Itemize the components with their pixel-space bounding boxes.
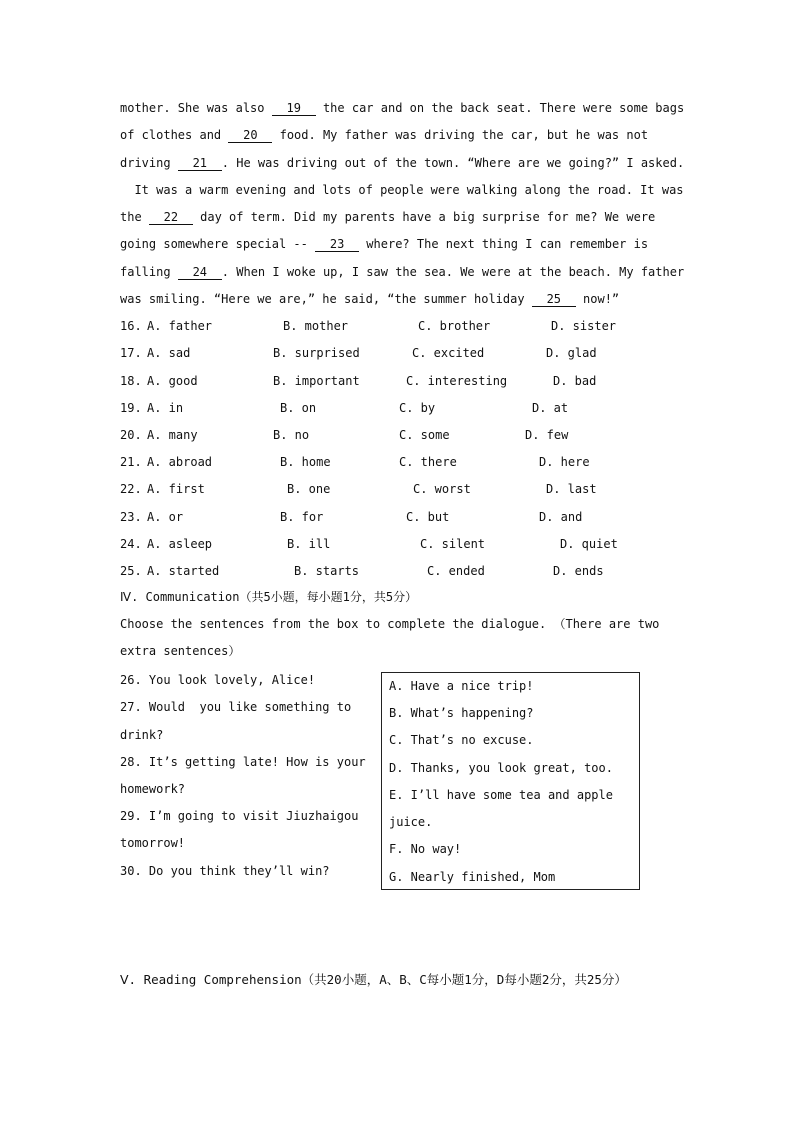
blank-22: 22 bbox=[149, 211, 193, 225]
blank-21: 21 bbox=[178, 157, 222, 171]
passage-line: falling 24 . When I woke up, I saw the sea. We were at the beach. My father bbox=[120, 265, 685, 279]
question-27-cont: drink? bbox=[120, 728, 164, 742]
passage-line: going somewhere special -- 23 where? The next thing I can remember is bbox=[120, 237, 649, 251]
box-option-e: E. I’ll have some tea and apple bbox=[389, 788, 613, 802]
blank-23: 23 bbox=[315, 238, 359, 252]
answer-box bbox=[381, 672, 640, 890]
section-title-communication: Ⅳ. Communication（共5小题，每小题1分，共5分） bbox=[120, 590, 418, 604]
question-30: 30. Do you think they’ll win? bbox=[120, 864, 330, 878]
box-option-a: A. Have a nice trip! bbox=[389, 679, 534, 693]
instruction-text: extra sentences） bbox=[120, 644, 241, 658]
section-title-reading: Ⅴ. Reading Comprehension（共20小题，A、B、C每小题1分，D每小题2分，共25分） bbox=[120, 972, 627, 987]
box-option-d: D. Thanks, you look great, too. bbox=[389, 761, 613, 775]
passage-line: driving 21 . He was driving out of the town. “Where are we going?” I asked. bbox=[120, 156, 685, 170]
question-26: 26. You look lovely, Alice! bbox=[120, 673, 316, 687]
blank-20: 20 bbox=[228, 129, 272, 143]
option-row: 24. A. asleep B. ill C. silent D. quiet bbox=[120, 537, 618, 551]
box-option-f: F. No way! bbox=[389, 842, 462, 856]
question-28-cont: homework? bbox=[120, 782, 186, 796]
passage-line: of clothes and 20 food. My father was driving the car, but he was not bbox=[120, 128, 649, 142]
option-row: 21. A. abroad B. home C. there D. here bbox=[120, 455, 590, 469]
option-row: 16. A. father B. mother C. brother D. sister bbox=[120, 319, 617, 333]
box-option-c: C. That’s no excuse. bbox=[389, 733, 534, 747]
option-row: 19. A. in B. on C. by D. at bbox=[120, 401, 569, 415]
option-row: 18. A. good B. important C. interesting D. bad bbox=[120, 374, 597, 388]
blank-19: 19 bbox=[272, 102, 316, 116]
option-row: 22. A. first B. one C. worst D. last bbox=[120, 482, 597, 496]
option-row: 20. A. many B. no C. some D. few bbox=[120, 428, 569, 442]
question-27: 27. Would you like something to bbox=[120, 700, 352, 714]
instruction-text: Choose the sentences from the box to complete the dialogue. （There are two bbox=[120, 617, 660, 631]
passage-line: was smiling. “Here we are,” he said, “the summer holiday 25 now!” bbox=[120, 292, 620, 306]
passage-line: It was a warm evening and lots of people were walking along the road. It was bbox=[120, 183, 684, 197]
box-option-e-cont: juice. bbox=[389, 815, 433, 829]
question-29-cont: tomorrow! bbox=[120, 836, 186, 850]
question-28: 28. It’s getting late! How is your bbox=[120, 755, 366, 769]
option-row: 17. A. sad B. surprised C. excited D. glad bbox=[120, 346, 597, 360]
passage-line: mother. She was also 19 the car and on the back seat. There were some bags bbox=[120, 101, 685, 115]
option-row: 25. A. started B. starts C. ended D. ends bbox=[120, 564, 604, 578]
question-29: 29. I’m going to visit Jiuzhaigou bbox=[120, 809, 359, 823]
box-option-g: G. Nearly finished, Mom bbox=[389, 870, 556, 884]
blank-25: 25 bbox=[532, 293, 576, 307]
blank-24: 24 bbox=[178, 266, 222, 280]
box-option-b: B. What’s happening? bbox=[389, 706, 534, 720]
passage-line: the 22 day of term. Did my parents have a big surprise for me? We were bbox=[120, 210, 656, 224]
option-row: 23. A. or B. for C. but D. and bbox=[120, 510, 583, 524]
